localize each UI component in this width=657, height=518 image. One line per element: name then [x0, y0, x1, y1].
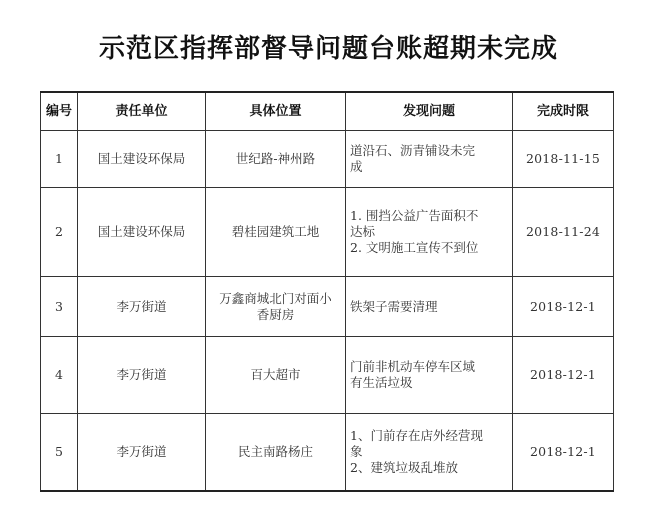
row-responsible-unit: 国土建设环保局	[78, 131, 206, 188]
location-line: 香厨房	[256, 306, 295, 322]
row-location: 民主南路杨庄	[206, 414, 346, 491]
header-number: 编号	[41, 92, 78, 131]
issue-line: 1. 围挡公益广告面积不	[350, 208, 479, 223]
issue-line: 2、建筑垃圾乱堆放	[350, 459, 458, 475]
row-issue	[346, 337, 513, 414]
issue-line: 达标	[350, 224, 376, 239]
row-location: 百大超市	[206, 337, 346, 414]
row-number: 1	[41, 131, 78, 188]
row-number: 3	[41, 277, 78, 337]
overdue-issues-table	[40, 91, 614, 492]
row-responsible-unit: 李万街道	[78, 337, 206, 414]
table-row	[41, 337, 614, 414]
issue-line: 门前非机动车停车区域	[350, 359, 476, 374]
row-issue	[346, 277, 513, 337]
row-issue	[346, 414, 513, 491]
row-location: 碧桂园建筑工地	[206, 188, 346, 277]
header-deadline: 完成时限	[513, 92, 614, 131]
issue-line: 2. 文明施工宣传不到位	[350, 240, 479, 255]
row-number: 5	[41, 414, 78, 491]
row-deadline: 2018-11-24	[513, 188, 614, 277]
header-location: 具体位置	[206, 92, 346, 131]
row-issue	[346, 131, 513, 188]
table-row	[41, 131, 614, 188]
row-location	[206, 277, 346, 337]
row-issue	[346, 188, 513, 277]
table-row	[41, 414, 614, 491]
issue-line: 道沿石、沥青铺设未完	[350, 143, 476, 158]
row-deadline: 2018-12-1	[513, 414, 614, 491]
issue-line: 象	[350, 443, 363, 459]
document-title: 示范区指挥部督导问题台账超期未完成	[98, 34, 558, 64]
header-responsible-unit: 责任单位	[78, 92, 206, 131]
row-number: 4	[41, 337, 78, 414]
row-responsible-unit: 国土建设环保局	[78, 188, 206, 277]
row-deadline: 2018-12-1	[513, 277, 614, 337]
row-responsible-unit: 李万街道	[78, 414, 206, 491]
row-deadline: 2018-11-15	[513, 131, 614, 188]
table-row	[41, 188, 614, 277]
location-line: 万鑫商城北门对面小	[219, 290, 332, 306]
table-header-row	[41, 92, 614, 131]
table-row	[41, 277, 614, 337]
issue-line: 有生活垃圾	[350, 375, 413, 390]
row-responsible-unit: 李万街道	[78, 277, 206, 337]
row-number: 2	[41, 188, 78, 277]
issue-line: 铁架子需要清理	[350, 298, 438, 314]
issue-line: 1、门前存在店外经营现	[350, 427, 483, 443]
row-deadline: 2018-12-1	[513, 337, 614, 414]
header-issue: 发现问题	[346, 92, 513, 131]
issue-line: 成	[350, 159, 363, 174]
row-location: 世纪路-神州路	[206, 131, 346, 188]
